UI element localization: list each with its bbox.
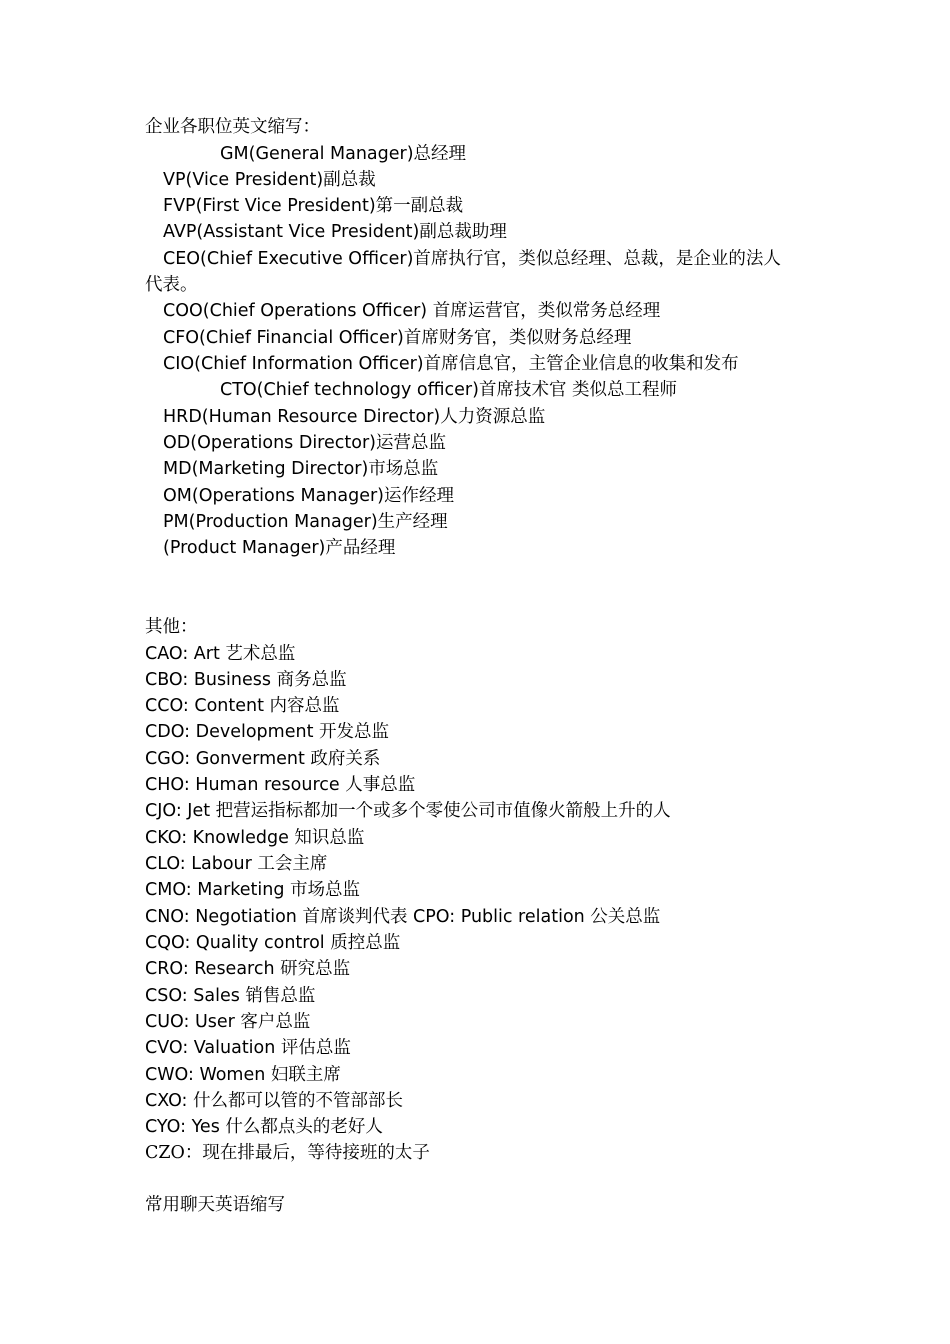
text-line: CYO: Yes 什么都点头的老好人	[145, 1117, 383, 1137]
text-line: CVO: Valuation 评估总监	[145, 1038, 351, 1058]
text-line: HRD(Human Resource Director)人力资源总监	[163, 407, 546, 427]
text-line: GM(General Manager)总经理	[220, 144, 467, 164]
text-line: CFO(Chief Financial Officer)首席财务官，类似财务总经理	[163, 328, 632, 348]
text-line: AVP(Assistant Vice President)副总裁助理	[163, 222, 507, 242]
text-line: CCO: Content 内容总监	[145, 696, 340, 716]
text-line: CNO: Negotiation 首席谈判代表 CPO: Public relation 公关总监	[145, 907, 661, 927]
text-line: CHO: Human resource 人事总监	[145, 775, 416, 795]
text-line: CJO: Jet 把营运指标都加一个或多个零使公司市值像火箭般上升的人	[145, 801, 671, 821]
text-line: CLO: Labour 工会主席	[145, 854, 328, 874]
text-line: 代表。	[145, 275, 198, 295]
text-line: CGO: Gonverment 政府关系	[145, 749, 381, 769]
text-line: VP(Vice President)副总裁	[163, 170, 376, 190]
text-line: CEO(Chief Executive Officer)首席执行官，类似总经理、总裁，是企业的法人	[163, 249, 781, 269]
text-line: CRO: Research 研究总监	[145, 959, 351, 979]
text-line: COO(Chief Operations Officer) 首席运营官，类似常务总经理	[163, 301, 661, 321]
text-line: CAO: Art 艺术总监	[145, 644, 296, 664]
text-line: FVP(First Vice President)第一副总裁	[163, 196, 464, 216]
text-line: MD(Marketing Director)市场总监	[163, 459, 439, 479]
section-heading-positions: 企业各职位英文缩写：	[145, 117, 320, 137]
text-line: OM(Operations Manager)运作经理	[163, 486, 455, 506]
text-line: CQO: Quality control 质控总监	[145, 933, 401, 953]
text-line: CZO：现在排最后，等待接班的太子	[145, 1143, 430, 1163]
text-line: CBO: Business 商务总监	[145, 670, 347, 690]
text-line: CDO: Development 开发总监	[145, 722, 389, 742]
text-line: CMO: Marketing 市场总监	[145, 880, 361, 900]
text-line: CXO: 什么都可以管的不管部部长	[145, 1091, 404, 1111]
text-line: CSO: Sales 销售总监	[145, 986, 316, 1006]
text-line: (Product Manager)产品经理	[163, 538, 396, 558]
text-line: CUO: User 客户总监	[145, 1012, 311, 1032]
section-heading-chat-abbreviations: 常用聊天英语缩写	[145, 1195, 285, 1215]
text-line: CKO: Knowledge 知识总监	[145, 828, 365, 848]
text-line: CTO(Chief technology officer)首席技术官 类似总工程师	[220, 380, 678, 400]
text-line: PM(Production Manager)生产经理	[163, 512, 448, 532]
section-heading-others: 其他：	[145, 617, 198, 637]
text-line: OD(Operations Director)运营总监	[163, 433, 446, 453]
text-line: CIO(Chief Information Officer)首席信息官，主管企业信息的收集和发布	[163, 354, 739, 374]
text-line: CWO: Women 妇联主席	[145, 1065, 341, 1085]
